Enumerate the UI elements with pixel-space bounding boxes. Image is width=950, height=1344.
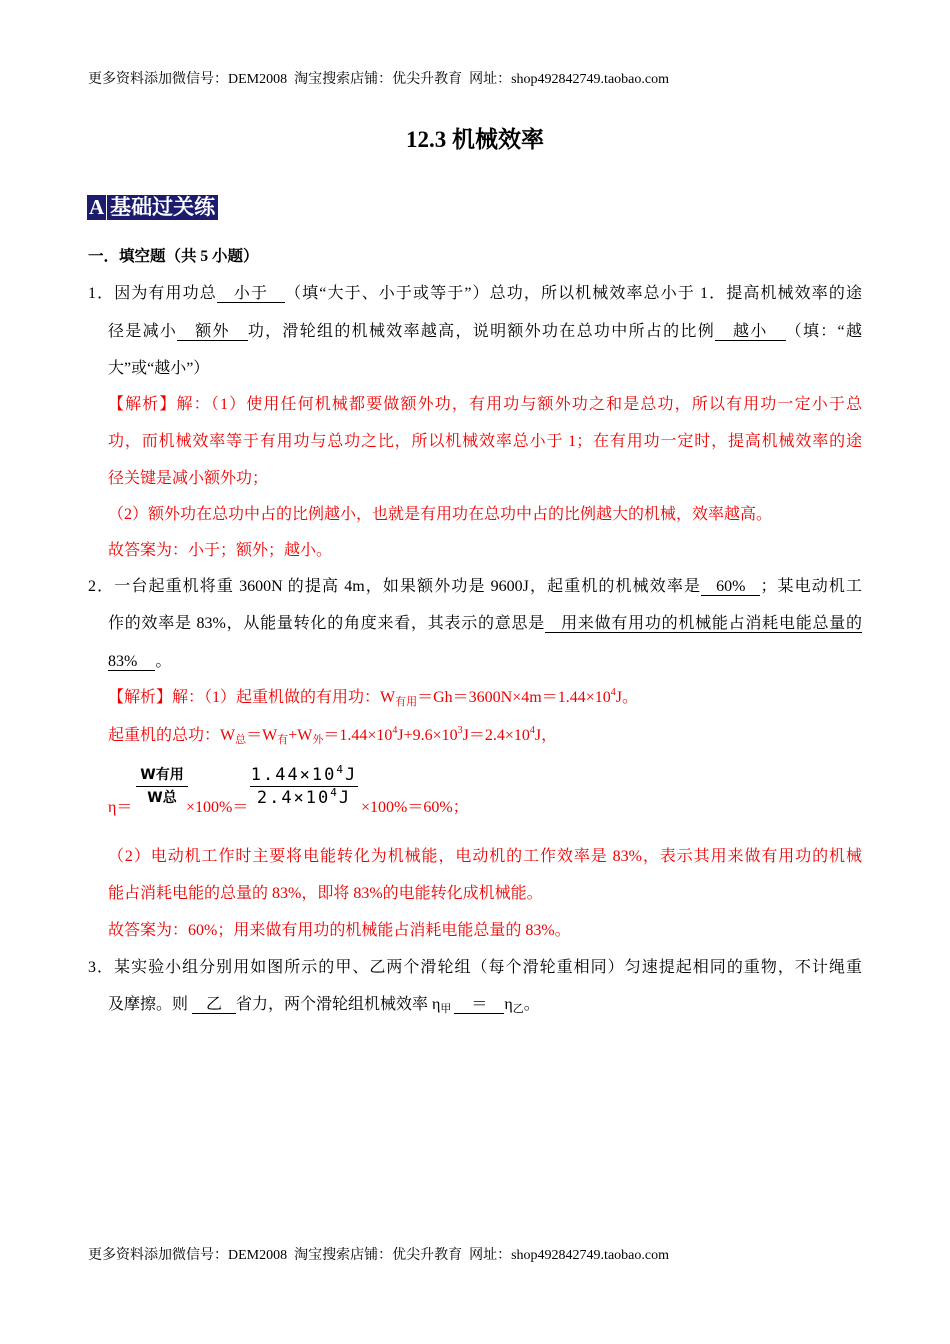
- subscript: 乙: [512, 1003, 524, 1015]
- q3-text: 省力，两个滑轮组机械效率 η: [236, 996, 441, 1013]
- q2-answer-2-part-b: 83%: [108, 653, 155, 671]
- q2-analysis-line-2: [108, 725, 862, 747]
- part-heading: 一．填空题（共 5 小题）: [88, 248, 259, 265]
- q2-analysis-line-4: 能占消耗电能的总量的 83%，即将 83%的电能转化成机械能。: [108, 885, 543, 902]
- superscript: 4: [392, 725, 398, 736]
- subscript: 甲: [440, 1003, 452, 1015]
- analysis-text: J，: [534, 727, 558, 744]
- analysis-text: 起重机的总功：W: [108, 727, 236, 744]
- superscript: 3: [457, 725, 463, 736]
- superscript: 4: [610, 687, 616, 698]
- q1-analysis-line-1: [108, 394, 862, 416]
- q3-text: 。: [523, 996, 540, 1013]
- q1-analysis-line-3: 径关键是减小额外功；: [108, 470, 269, 487]
- q2-text: ；某电动机工: [760, 578, 862, 595]
- fraction-2-numerator-unit: J: [345, 765, 358, 785]
- subscript: 有: [277, 734, 289, 746]
- q1-text: （填：“越: [785, 323, 862, 340]
- q2-line-2: [108, 613, 862, 635]
- q2-answer-2-part-a: 用来做有用功的机械能占消耗电能总量的: [545, 615, 862, 633]
- q2-text: 一台起重机将重 3600N 的提高 4m，如果额外功是 9600J，起重机的机械效率是: [114, 578, 702, 595]
- superscript: 4: [336, 763, 346, 776]
- q3-text: η: [504, 996, 513, 1013]
- formula-fraction-2: [250, 764, 358, 809]
- q1-line-3: 大”或“越小”）: [108, 360, 210, 377]
- q3-text: 及摩擦。则: [108, 996, 193, 1013]
- analysis-text: J+9.6×10: [397, 727, 458, 744]
- q3-line-2: [108, 994, 862, 1016]
- q2-number: 2．: [88, 578, 115, 595]
- q1-text: 径是减小: [108, 323, 178, 340]
- analysis-text: 解：（1）使用任何机械都要做额外功，有用功与额外功之和是总功，所以有用功一定小于总: [176, 396, 862, 413]
- analysis-text: ＝1.44×10: [323, 727, 393, 744]
- q3-line-1: [88, 957, 862, 979]
- fraction-1-numerator: W有用: [140, 767, 184, 783]
- q1-text: 功，滑轮组的机械效率越高，说明额外功在总功中所占的比例: [247, 323, 716, 340]
- fraction-2-denominator-unit: J: [338, 788, 352, 808]
- q2-analysis-line-3: （2）电动机工作时主要将电能转化为机械能，电动机的工作效率是 83%，表示其用来做有用功的机械: [108, 848, 862, 865]
- fraction-1-denominator: W总: [147, 790, 177, 806]
- q2-answer-summary: 故答案为：60%；用来做有用功的机械能占消耗电能总量的 83%。: [108, 922, 571, 939]
- fraction-2-numerator-value: 1.44×10: [250, 765, 337, 785]
- q2-analysis-line-1: [108, 687, 862, 709]
- analysis-text: J＝2.4×10: [462, 727, 530, 744]
- analysis-text: ＝W: [246, 727, 278, 744]
- analysis-text: 解：（1）起重机做的有用功：W: [172, 689, 396, 706]
- q3-answer-2: ＝: [454, 996, 504, 1014]
- q2-text: 。: [155, 653, 172, 670]
- section-label: 基础过关练: [107, 195, 218, 220]
- q1-number: 1．: [88, 285, 115, 302]
- subscript: 总: [235, 734, 247, 746]
- q3-text: 某实验小组分别用如图所示的甲、乙两个滑轮组（每个滑轮重相同）匀速提起相同的重物，不计绳重: [114, 959, 862, 976]
- q3-answer-1: 乙: [192, 996, 236, 1014]
- q2-line-1: [88, 576, 862, 598]
- formula-times-100-2: ×100%＝60%；: [361, 799, 469, 816]
- formula-fraction-1: [136, 764, 188, 809]
- superscript: 4: [529, 725, 535, 736]
- page-title: 12.3 机械效率: [406, 127, 544, 152]
- q1-text: （填“大于、小于或等于”）总功，所以机械效率总小于 1．提高机械效率的途: [285, 285, 862, 302]
- analysis-text: +W: [288, 727, 313, 744]
- q3-number: 3．: [88, 959, 115, 976]
- fraction-2-numerator: [251, 764, 358, 786]
- q1-answer-summary: 故答案为：小于；额外；越小。: [108, 542, 333, 559]
- section-banner: [87, 195, 218, 220]
- q2-line-3: [108, 651, 862, 673]
- superscript: 4: [330, 786, 339, 799]
- section-letter: A: [89, 195, 105, 219]
- q1-answer-3: 越小: [715, 323, 786, 341]
- q1-answer-2: 额外: [177, 323, 248, 341]
- q2-text: 作的效率是 83%，从能量转化的角度来看，其表示的意思是: [108, 615, 546, 632]
- analysis-text: ＝Gh＝3600N×4m＝1.44×10: [417, 689, 611, 706]
- q1-answer-1: 小于: [217, 285, 285, 303]
- page-header: 更多资料添加微信号：DEM2008 淘宝搜索店铺：优尖升教育 网址：shop492842749.taobao.com: [88, 72, 669, 87]
- q1-analysis-line-2: 功，而机械效率等于有用功与总功之比，所以机械效率总小于 1；在有用功一定时，提高机械效率的途: [108, 433, 862, 450]
- analysis-tag: 【解析】: [108, 396, 177, 413]
- page-footer: 更多资料添加微信号：DEM2008 淘宝搜索店铺：优尖升教育 网址：shop492842749.taobao.com: [88, 1248, 669, 1263]
- q1-text: 因为有用功总: [114, 285, 217, 302]
- q1-line-1: [88, 283, 862, 305]
- formula-eta-equals: η＝: [108, 799, 133, 816]
- q2-answer-1: 60%: [701, 578, 760, 596]
- fraction-2-denominator-value: 2.4×10: [256, 788, 331, 808]
- analysis-tag: 【解析】: [108, 689, 173, 706]
- subscript: 有用: [395, 696, 418, 708]
- analysis-text: J。: [615, 689, 638, 706]
- q1-analysis-line-4: （2）额外功在总功中占的比例越小，也就是有用功在总功中占的比例越大的机械，效率越高。: [108, 506, 773, 523]
- formula-times-100-1: ×100%＝: [186, 799, 249, 816]
- subscript: 外: [312, 734, 324, 746]
- q1-line-2: [108, 321, 862, 343]
- fraction-2-denominator: [257, 787, 351, 809]
